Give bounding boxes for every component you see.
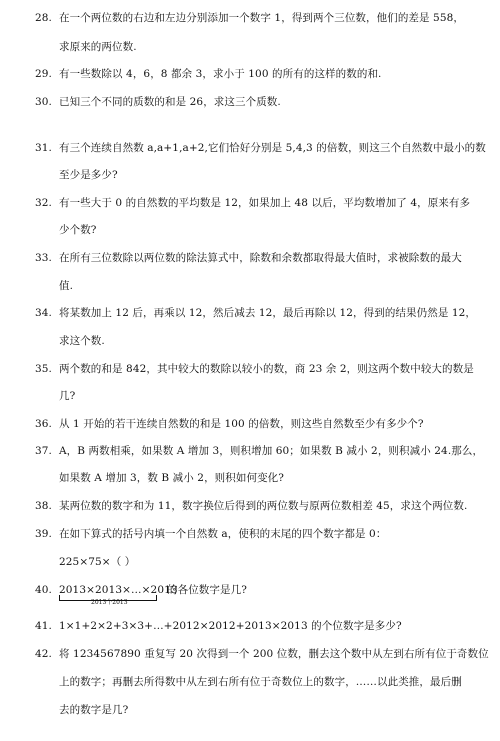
problem-number: 30. bbox=[35, 96, 52, 108]
problem-text: 将某数加上 12 后，再乘以 12，然后减去 12，最后再除以 12，得到的结果仍然是 12， bbox=[59, 307, 477, 319]
problem-33-continued: 值. bbox=[59, 280, 74, 292]
problem-number: 37. bbox=[35, 445, 52, 457]
problem-text: 从 1 开始的若干连续自然数的和是 100 的倍数，则这些自然数至少有多少个? bbox=[59, 418, 424, 430]
problem-text: 将 1234567890 重复写 20 次得到一个 200 位数，删去这个数中从左到右所有位于奇数位 bbox=[59, 648, 489, 660]
problem-37-continued: 如果数 A 增加 3，数 B 减小 2，则积如何变化? bbox=[59, 472, 285, 484]
problem-32-continued: 少个数? bbox=[59, 224, 97, 236]
problem-42-continued-2: 去的数字是几? bbox=[59, 704, 129, 716]
problem-text: 某两位数的数字和为 11，数字换位后得到的两位数与原两位数相差 45，求这个两位数. bbox=[59, 500, 468, 512]
problem-text: 有三个连续自然数 a,a+1,a+2,它们恰好分别是 5,4,3 的倍数，则这三个自然数中最小的数 bbox=[59, 142, 486, 154]
problem-number: 39. bbox=[35, 528, 52, 540]
problem-28-continued: 求原来的两位数. bbox=[59, 41, 137, 53]
problem-text: 有一些大于 0 的自然数的平均数是 12，如果加上 48 以后，平均数增加了 4，原来有多 bbox=[59, 197, 471, 209]
problem-35-continued: 几? bbox=[59, 390, 76, 402]
problem-number: 31. bbox=[35, 142, 52, 154]
problem-text: 在一个两位数的右边和左边分别添加一个数字 1，得到两个三位数，他们的差是 558， bbox=[59, 12, 464, 24]
problem-31-continued: 至少是多少? bbox=[59, 169, 118, 181]
problem-text: 已知三个不同的质数的和是 26，求这三个质数. bbox=[59, 96, 281, 108]
problem-text: A，B 两数相乘，如果数 A 增加 3，则积增加 60；如果数 B 减小 2，则积减小 24.那么， bbox=[59, 445, 484, 457]
problem-number: 40. bbox=[35, 584, 52, 596]
problem-number: 33. bbox=[35, 252, 52, 264]
underbrace-label: 2013个2013 bbox=[91, 599, 128, 606]
problem-text: 两个数的和是 842，其中较大的数除以较小的数，商 23 余 2，则这两个数中较大的数是 bbox=[59, 363, 474, 375]
problem-text: 1×1+2×2+3×3+…+2012×2012+2013×2013 的个位数字是多少? bbox=[59, 620, 402, 632]
problem-number: 32. bbox=[35, 197, 52, 209]
problem-number: 34. bbox=[35, 307, 52, 319]
problem-number: 35. bbox=[35, 363, 52, 375]
problem-number: 28. bbox=[35, 12, 52, 24]
problem-number: 36. bbox=[35, 418, 52, 430]
problem-number: 38. bbox=[35, 500, 52, 512]
problem-number: 41. bbox=[35, 620, 52, 632]
problem-number: 42. bbox=[35, 648, 52, 660]
problem-34-continued: 求这个数. bbox=[59, 335, 105, 347]
problem-40-text: 的各位数字是几? bbox=[167, 584, 247, 596]
problem-40-expression: 2013×2013×…×2013 bbox=[59, 584, 178, 596]
problem-text: 在如下算式的括号内填一个自然数 a，使积的末尾的四个数字都是 0： bbox=[59, 528, 387, 540]
problem-42-continued-1: 上的数字；再删去所得数中从左到右所有位于奇数位上的数字，……以此类推，最后删 bbox=[59, 676, 462, 688]
problem-39-expression: 225×75×（ ） bbox=[59, 556, 136, 568]
problem-text: 在所有三位数除以两位数的除法算式中，除数和余数都取得最大值时，求被除数的最大 bbox=[59, 252, 462, 264]
problem-text: 有一些数除以 4，6，8 都余 3，求小于 100 的所有的这样的数的和. bbox=[59, 68, 382, 80]
problem-number: 29. bbox=[35, 68, 52, 80]
